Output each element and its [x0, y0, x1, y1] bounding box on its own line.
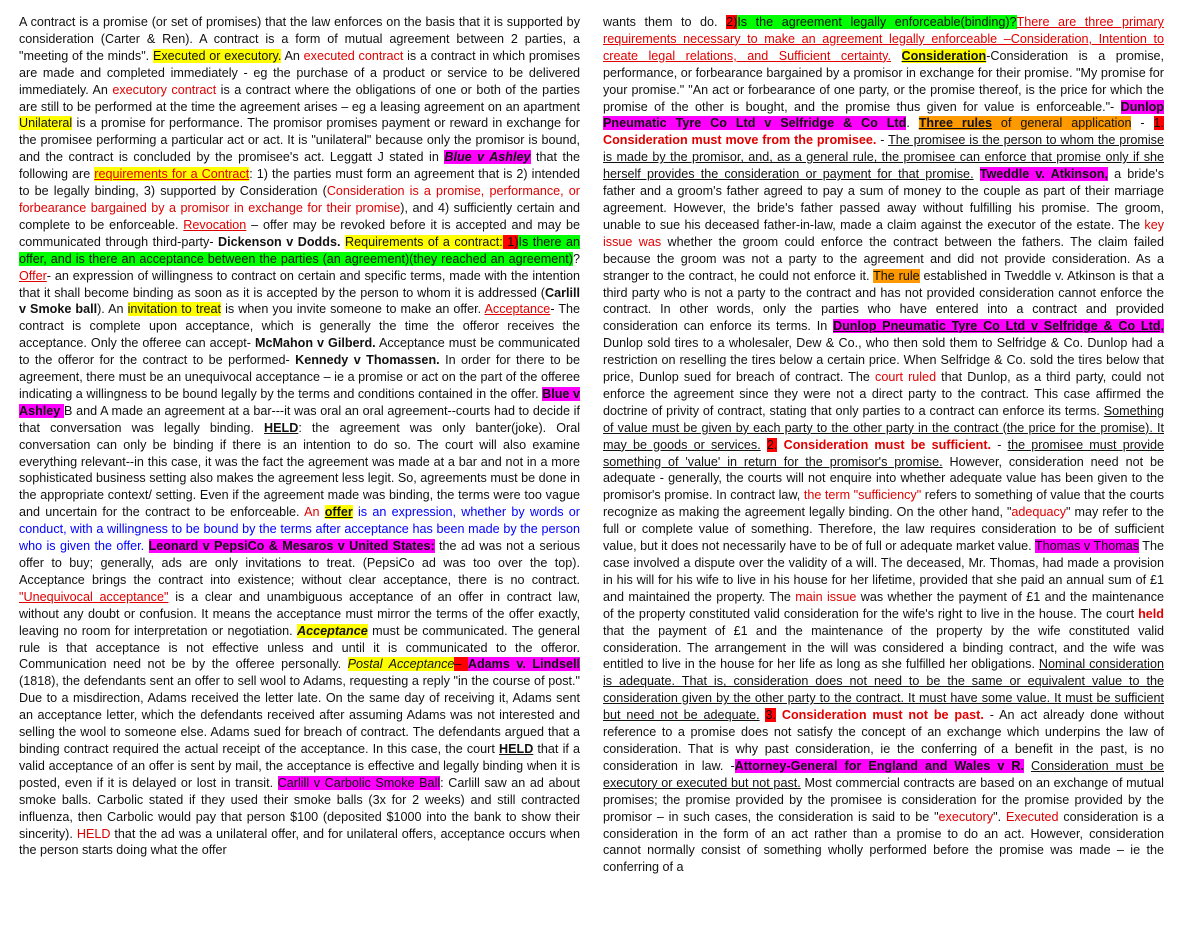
highlight-three-rules: Three rules [918, 116, 993, 131]
text-run: that the ad was a unilateral offer, and for unilateral offers, acceptance occurs when the person starts doing what the offer [19, 826, 580, 858]
highlight-enforceable-question: Is the agreement legally enforceable(binding)? [737, 15, 1017, 29]
text-run: refers to something of value that the courts recognize as making the agreement legally binding. On the other hand, " [603, 488, 1164, 520]
text-run: consideration is a consideration in the form of an act rather than a promise to do an act. However, consideration cannot normally consist of something wholly performed before the promise was made – ie the conferring of a [603, 809, 1164, 875]
text-run: the ad was not a serious offer to buy; generally, ads are only invitations to treat. (PepsiCo ad was too over the top). Acceptance brings the contract into existence; without clear acceptance, there is no contract. [19, 539, 581, 587]
executory-or-executed-note: Consideration must be executory or executed but not past. [603, 758, 1164, 790]
text-run: is a contract in which promises are made and completed immediately - eg the purchase of a product or service to be delivered immediately. An [19, 48, 580, 97]
term-executory: executory [938, 809, 994, 824]
highlight-invitation-to-treat: invitation to treat [127, 302, 222, 317]
left-column [19, 14, 580, 859]
text-run: that Dunlop, as a third party, could not enforce the agreement since they were not a direct party to the contract. This case affirmed the doctrine of privity of contract, stating that only parties to a contract can enforce its terms. [603, 370, 1165, 418]
text-run: wants them to do. [603, 15, 727, 29]
term-offer: Offer [19, 268, 47, 283]
nominal-consideration-note: Nominal consideration is adequate. That is, consideration does not need to be the same or equivalent value to the consideration given by the other party to the contract. It must have some value. It must be sufficient but need not be adequate. [603, 657, 1164, 723]
highlight-offer-acceptance-question: Is there an offer, and is there an acceptance between the parties (an agreement)(they reached an agreement) [19, 234, 580, 266]
term-unequivocal-acceptance: "Unequivocal acceptance" [19, 589, 169, 604]
number-badge-rule-1: 1. [1153, 116, 1165, 131]
right-column [603, 14, 1164, 876]
text-run: " may refer to the full or complete value of something. Therefore, the law requires consideration to be of sufficient value, but it does not necessarily have to be of full or adequate market value. [603, 505, 1164, 554]
held-label: HELD [264, 420, 299, 435]
text-run: A contract is a promise (or set of promises) that the law enforces on the basis that it is supported by consideration (Carter & Ren). A contract is a form of mutual agreement between 2 parties, a "meeting of the minds". [19, 15, 580, 63]
held-label: HELD [499, 741, 534, 756]
text-run: : 1) the parties must form an agreement that is 2) intended to be legally binding, 3) supported by Consideration ( [19, 167, 580, 199]
text-run: is a contract where the obligations of one or both of the parties are still to be performed at the time the agreement arises – eg a leasing agreement on an apartment [19, 82, 580, 114]
text-run: that the following are [19, 150, 581, 182]
text-run: -Consideration is a promise, performance, or forbearance bargained by a promisor in exchange for their promise. "My promise for your promise." "An act or forbearance of one party, or the promise thereof, is the price for which the promise of the other is bought, and the promise thus given for value is enforceable."- [603, 48, 1165, 114]
held-label-red: held [1138, 606, 1164, 621]
number-badge-2: 2) [726, 15, 738, 29]
text-run: ? [572, 251, 580, 266]
highlight-requirements-of-contract: Requirements of a contract: [344, 234, 503, 249]
three-primary-requirements: There are three primary requirements necessary to make an agreement legally enforceable –Consideration, Intention to create legal relations, and Sufficient certainty. [603, 15, 1164, 63]
highlight-postal-acceptance: Postal Acceptance [347, 657, 455, 672]
term-sufficiency: the term "sufficiency" [803, 488, 922, 503]
text-run: Dunlop sold tires to a wholesaler, Dew & Co., who then sold them to Selfridge & Co. Dunlop had a restriction on reselling the tires below a certain price. When Selfridge & Co. sold the tires below that price, Dunlop sued for breach of contract. The [603, 336, 1164, 385]
text-run [761, 438, 767, 452]
term-executed-contract: executed contract [303, 48, 404, 63]
text-run: that if a valid acceptance of an offer is sent by mail, the acceptance is effective and legally binding when it is posted, even if it is delayed or lost in transit. [19, 741, 580, 790]
text-run: (1818), the defendants sent an offer to sell wool to Adams, requesting a reply "in the course of post." Due to a misdirection, Adams received the letter late. On the same day of receiving it, Adams sent an acceptance letter, which the defendants received after assuming Adams was not interested and selling the wool to someone else. Adams sued for breach of contract. The defendants argued that a binding contract required the actual receipt of the acceptance. In this case, the court [19, 674, 580, 756]
case-dickenson-v-dodds: Dickenson v Dodds. [218, 234, 341, 249]
text-run: - an expression of willingness to contract on certain and specific terms, made with the intention that it shall become binding as soon as it is accepted by the person to whom it is addressed ( [19, 268, 580, 300]
text-run [144, 539, 148, 553]
term-key-issue: key issue was [603, 217, 1164, 249]
definition-consideration: Consideration is a promise, performance, or forbearance bargained by a promisor in exchange for their promise [19, 184, 580, 215]
definition-offer: is an expression, whether by words or conduct, with a willingness to be bound by the terms after acceptance has been made by the person who is given the offer. [19, 505, 580, 554]
rule-1-heading: Consideration must move from the promisee. [603, 133, 877, 148]
text-run: An [281, 48, 304, 63]
text-run: - The contract is complete upon acceptance, which is generally the time the offeror receives the acceptance. Only the offeree can accept- [19, 302, 581, 351]
term-revocation: Revocation [183, 217, 247, 232]
case-mcmahon-v-gilberd: McMahon v Gilberd. [254, 336, 376, 351]
case-kennedy-v-thomassen: Kennedy v Thomassen. [295, 353, 440, 368]
text-run: : the agreement was only banter(joke). Oral conversation can only be binding if there is an intention to do so. The court will also examine everything relevant--in this case, it was the fact the agreement was made at a bar and not in a more sophisticated business setting also makes the agreement less legit. So, agreements must be done in the appropriate context/ setting. Even if the agreement made was binding, the terms were too vague and uncertain for the contract to be enforceable. [19, 420, 581, 520]
text-run: - An act already done without reference to a promise does not satisfy the concept of an exchange which underpins the law of consideration. That is why past consideration, ie the conferring of a benefit in the past, is no consideration in law. - [603, 708, 1165, 773]
highlight-the-rule: The rule [873, 268, 920, 283]
term-executory-contract: executory contract [112, 82, 217, 97]
highlight-offer: offer [324, 505, 353, 520]
text-run: that the payment of £1 and the maintenance of the property by the wife constituted valid consideration. The arrangement in the will was considered a binding contract, and the wife was entitled to live in the house for her life as long as she fulfilled her obligations. [603, 623, 1164, 672]
case-dunlop-v-selfridge-2: Dunlop Pneumatic Tyre Co Ltd v Selfridge & Co Ltd, [833, 319, 1165, 334]
text-run: - [991, 437, 1008, 452]
text-run: B and A made an agreement at a bar---it was oral an oral agreement--courts had to decide if that conversation was legally binding. [19, 403, 580, 435]
text-run: Acceptance must be communicated to the offeror for the contract to be performed- [19, 336, 581, 368]
term-court-ruled: court ruled [875, 370, 937, 385]
term-executed: Executed [1005, 809, 1059, 824]
text-run: - [1131, 116, 1154, 131]
highlight-general-application: of general application [992, 116, 1132, 131]
something-of-value-note: Something of value must be given by each party to the other party in the contract (the price for the promise). It may be goods or services. [603, 403, 1164, 452]
term-adequacy: adequacy [1011, 505, 1067, 520]
term-acceptance: Acceptance [484, 302, 551, 317]
text-run: – offer may be revoked before it is accepted and may be communicated through third-party- [19, 217, 580, 249]
text-run: whether the groom could enforce the contract between the fathers. The claim failed because the groom was not a party to the agreement and did not provide consideration. As a stranger to the contract, he could not enforce it. [603, 234, 1165, 283]
held-label-red: HELD [76, 826, 111, 841]
case-tweddle-v-atkinson: Tweddle v. Atkinson, [979, 167, 1108, 182]
text-run: is a clear and unambiguous acceptance of an offer in contract law, without any doubt or confusion. It means the acceptance must mirror the terms of the offer exactly, leaving no room for interpretation or negotiation. [19, 589, 580, 638]
highlight-unilateral: Unilateral [19, 116, 73, 131]
text-run: Most commercial contracts are based on an exchange of mutual promises; the promise provided by the promisee is consideration for the promise provided by the promisor – in such cases, the consideration is said to be " [603, 775, 1164, 824]
text-run: However, consideration need not be adequate - generally, the courts will not enquire into whether adequate value has been given to the promisor's promise. In contract law, [603, 454, 1164, 503]
case-blue-v-ashley: Blue v Ashley [444, 150, 531, 165]
text-run [1024, 759, 1031, 773]
rule-3-heading: Consideration must not be past. [781, 708, 984, 723]
text-run: is when you invite someone to make an offer. [221, 302, 485, 317]
highlight-acceptance: Acceptance [297, 623, 368, 638]
case-adams-v-lindsell: Adams v. Lindsell [467, 657, 580, 672]
highlight-consideration: Consideration [901, 48, 987, 63]
highlight-requirements-for-contract: requirements for a Contract [94, 167, 250, 182]
case-leonard-v-pepsico: Leonard v PepsiCo & Mesaros v United States: [148, 539, 435, 554]
text-run: is a promise for performance. The promisor promises payment or reward in exchange for the promisee performing a particular act or act. It is "unilateral" because only the promisor is bound, and the contract is concluded by the promisee's act. Leggatt J stated in [19, 116, 580, 165]
text-run [974, 167, 980, 181]
text-run: ), and 4) sufficiently certain and complete to be enforceable. [19, 200, 580, 232]
case-carlill-v-smoke-ball: Carlill v Smoke ball [19, 285, 580, 317]
text-run [891, 49, 902, 63]
number-badge-rule-3: 3. [765, 708, 776, 723]
rule-2-heading: Consideration must be sufficient. [783, 437, 992, 452]
highlight-executed-or-executory: Executed or executory. [152, 48, 282, 63]
dash-badge: – [454, 657, 468, 672]
rule-1-explanation: The promisee is the person to whom the promise is made by the promisor, and, as a general rule, the promisee can enforce that promise only if she herself provides the consideration or payment for that promise. [603, 133, 1164, 182]
rule-2-explanation: the promisee must provide something of 'value' in return for the promisor's promise. [603, 437, 1165, 469]
text-run: . [906, 116, 919, 131]
text-run: ). An [97, 302, 128, 317]
text-run: a bride's father and a groom's father agreed to pay a sum of money to the couple as part of their marriage agreement. However, the bride's father passed away without fulfilling his promise. The groom, unable to sue his deceased father-in-law, made a claim against the executor of the estate. The [603, 167, 1165, 232]
text-run: In order for there to be agreement, there must be an unequivocal acceptance – ie a promise or act on the part of the offeree indicating a willingness to be bound legally by the terms and conditions contained in the offer. [19, 353, 581, 401]
text-run: ". [993, 809, 1006, 824]
text-run: : Carlill saw an ad about smoke balls. Carbolic stated if they used their smoke balls (3x for 2 weeks) and still contracted influenza, then Carbolic would pay that person $100 (deposited $1000 into the bank to show their sincerity). [19, 775, 581, 841]
number-badge-rule-2: 2. [766, 437, 778, 452]
case-thomas-v-thomas: Thomas v Thomas [1034, 539, 1139, 554]
text-run: was whether the payment of £1 and the maintenance of the property constituted valid consideration for the wife's right to live in the house. The court [603, 589, 1164, 621]
term-main-issue: main issue [795, 589, 857, 604]
text-run: established in Tweddle v. Atkinson is that a third party who is not a party to the contract and has not provided consideration cannot enforce the contract. In other words, only the parties who have entered into a contract and provided consideration can enforce its terms. In [603, 268, 1164, 334]
case-blue-v-ashley-2: Blue v Ashley [19, 386, 581, 418]
text-run: must be communicated. The general rule is that acceptance is not effective unless and until it is communicated to the offeror. Communication need not be by the offeree personally. [19, 623, 580, 672]
number-badge-1: 1) [502, 234, 519, 249]
text-run-red: An [304, 505, 325, 520]
case-dunlop-v-selfridge: Dunlop Pneumatic Tyre Co Ltd v Selfridge & Co Ltd [603, 99, 1164, 131]
text-run: The case involved a dispute over the validity of a will. The deceased, Mr. Thomas, had made a provision in his will for his wife to live in his house for her lifetime, provided that she paid an annual sum of £1 and maintained the property. The [603, 539, 1164, 604]
case-attorney-general-v-r: Attorney-General for England and Wales v R. [734, 758, 1024, 773]
case-carlill-v-carbolic-smoke-ball: Carlill v Carbolic Smoke Ball [277, 775, 441, 790]
text-run: - [876, 133, 889, 148]
